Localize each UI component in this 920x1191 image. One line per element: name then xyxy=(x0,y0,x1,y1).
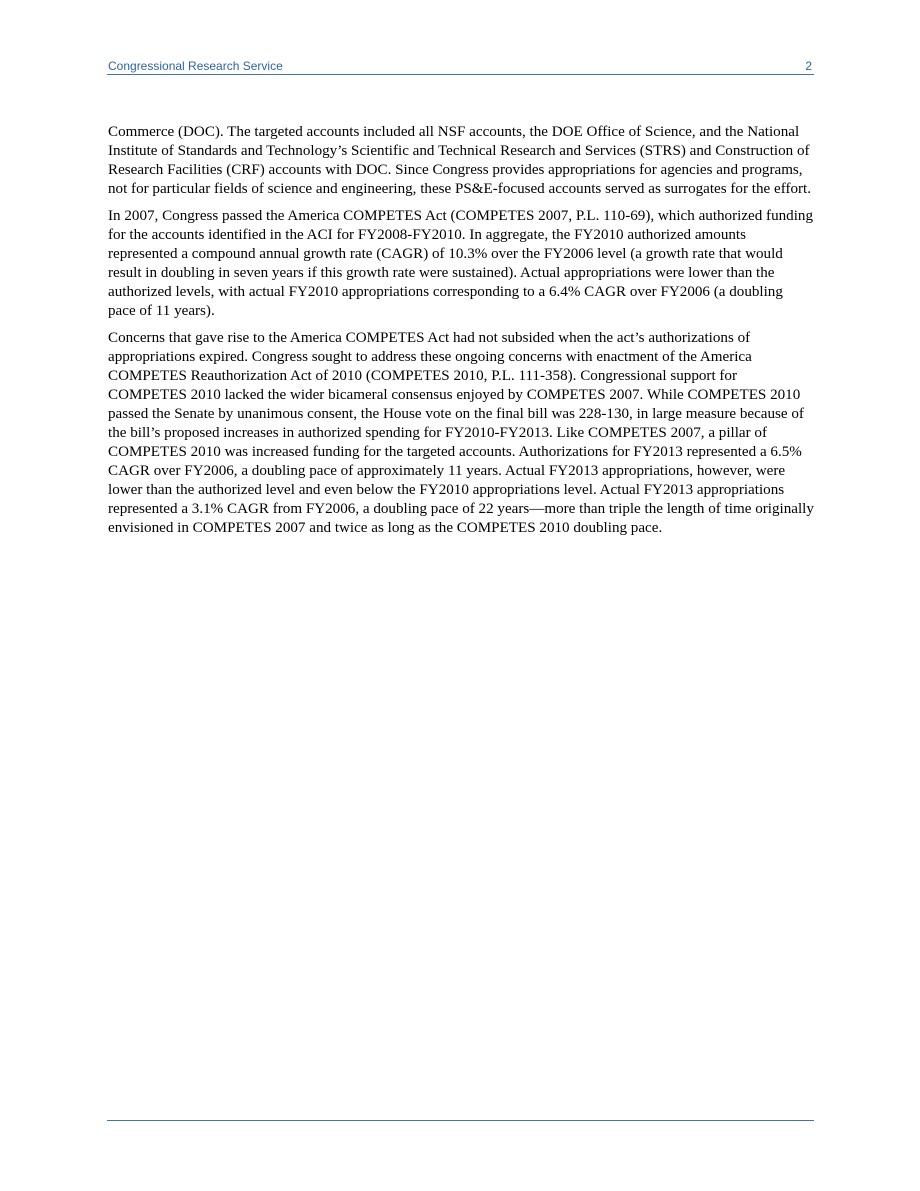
page-header xyxy=(107,58,814,75)
page-number: 2 xyxy=(805,59,812,73)
paragraph-doc-accounts: Commerce (DOC). The targeted accounts included all NSF accounts, the DOE Office of Science, and the National Institute of Standards and Technology’s Scientific and Technical Research and Services (STRS) and Construction of Research Facilities (CRF) accounts with DOC. Since Congress provides appropriations for agencies and programs, not for particular fields of science and engineering, these PS&E-focused accounts served as surrogates for the effort. xyxy=(108,124,812,197)
header-title: Congressional Research Service xyxy=(108,59,283,73)
paragraph-competes-2010: Concerns that gave rise to the America COMPETES Act had not subsided when the act’s authorizations of appropriations expired. Congress sought to address these ongoing concerns with enactment of the America COMPETES Reauthorization Act of 2010 (COMPETES 2010, P.L. 111-358). Congressional support for COMPETES 2010 lacked the wider bicameral consensus enjoyed by COMPETES 2007. While COMPETES 2010 passed the Senate by unanimous consent, the House vote on the final bill was 228-130, in large measure because of the bill’s proposed increases in authorized spending for FY2010-FY2013. Like COMPETES 2007, a pillar of COMPETES 2010 was increased funding for the targeted accounts. Authorizations for FY2013 represented a 6.5% CAGR over FY2006, a doubling pace of approximately 11 years. Actual FY2013 appropriations, however, were lower than the authorized level and even below the FY2010 appropriations level. Actual FY2013 appropriations represented a 3.1% CAGR from FY2006, a doubling pace of 22 years—more than triple the length of time originally envisioned in COMPETES 2007 and twice as long as the COMPETES 2010 doubling pace. xyxy=(108,330,814,536)
paragraph-competes-2007: In 2007, Congress passed the America COMPETES Act (COMPETES 2007, P.L. 110-69), which authorized funding for the accounts identified in the ACI for FY2008-FY2010. In aggregate, the FY2010 authorized amounts represented a compound annual growth rate (CAGR) of 10.3% over the FY2006 level (a growth rate that would result in doubling in seven years if this growth rate were sustained). Actual appropriations were lower than the authorized levels, with actual FY2010 appropriations corresponding to a 6.4% CAGR over FY2006 (a doubling pace of 11 years). xyxy=(108,208,813,319)
body-text xyxy=(108,123,814,546)
footer-rule xyxy=(107,1120,814,1121)
